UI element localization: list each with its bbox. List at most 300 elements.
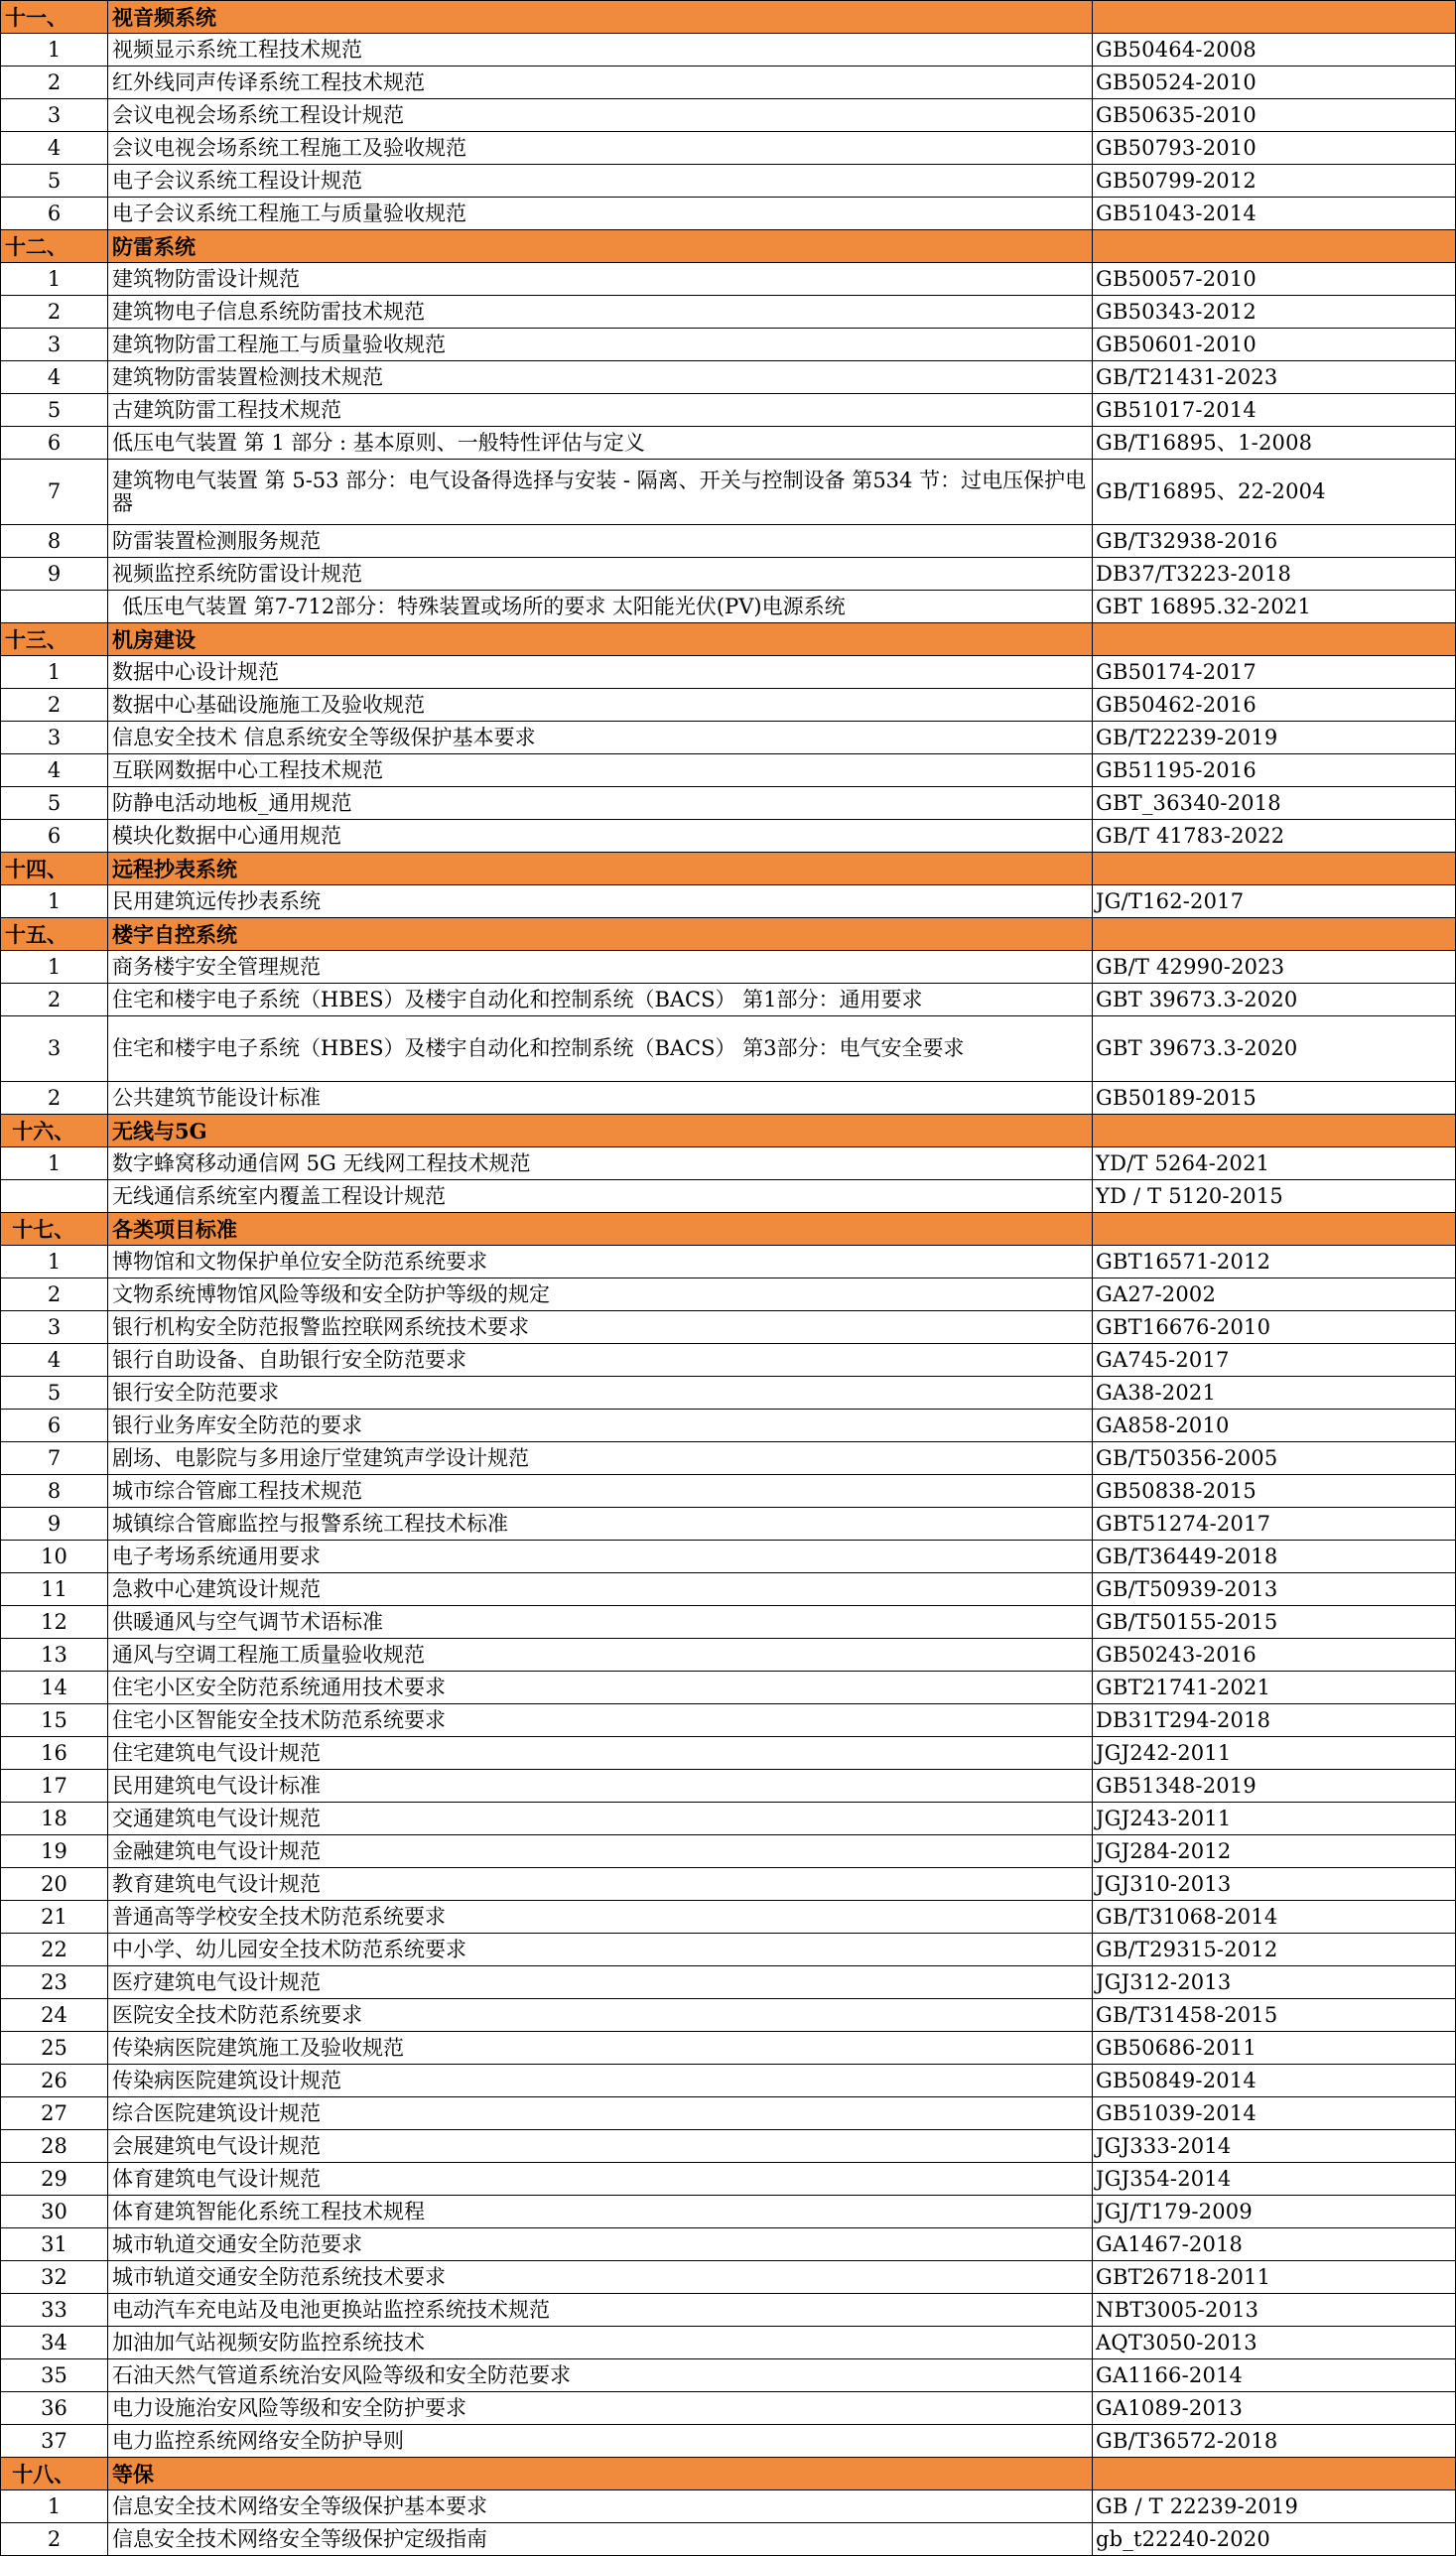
row-number: 2 — [1, 984, 108, 1016]
section-number: 十八、 — [1, 2458, 108, 2490]
standard-name: 供暖通风与空气调节术语标准 — [108, 1606, 1093, 1639]
standard-code: GBT26718-2011 — [1093, 2261, 1456, 2294]
standard-name: 建筑物防雷装置检测技术规范 — [108, 361, 1093, 394]
standard-name: 银行机构安全防范报警监控联网系统技术要求 — [108, 1311, 1093, 1344]
standard-code: GB/T32938-2016 — [1093, 525, 1456, 558]
standard-name: 综合医院建筑设计规范 — [108, 2097, 1093, 2130]
standard-code: GBT_36340-2018 — [1093, 787, 1456, 820]
row-number: 3 — [1, 722, 108, 754]
row-number: 1 — [1, 1246, 108, 1278]
table-row — [1, 1082, 1456, 1115]
section-number: 十一、 — [1, 1, 108, 34]
row-number: 33 — [1, 2294, 108, 2327]
standard-code: GB50601-2010 — [1093, 329, 1456, 361]
table-row — [1, 1770, 1456, 1803]
standard-code: JGJ243-2011 — [1093, 1803, 1456, 1835]
standard-name: 信息安全技术网络安全等级保护基本要求 — [108, 2490, 1093, 2523]
standard-name: 城镇综合管廊监控与报警系统工程技术标准 — [108, 1508, 1093, 1541]
table-row — [1, 2327, 1456, 2359]
standard-name: 石油天然气管道系统治安风险等级和安全防范要求 — [108, 2359, 1093, 2392]
standard-code: GB50686-2011 — [1093, 2032, 1456, 2065]
standard-name: 信息安全技术 信息系统安全等级保护基本要求 — [108, 722, 1093, 754]
table-row — [1, 1410, 1456, 1442]
row-number: 3 — [1, 329, 108, 361]
standard-code: GB50799-2012 — [1093, 165, 1456, 198]
table-row — [1, 2065, 1456, 2097]
section-title: 无线与5G — [108, 1115, 1093, 1147]
standard-code: GA1166-2014 — [1093, 2359, 1456, 2392]
table-row — [1, 329, 1456, 361]
row-number: 36 — [1, 2392, 108, 2425]
row-number: 21 — [1, 1901, 108, 1934]
standard-code: GB50057-2010 — [1093, 263, 1456, 296]
standard-name: 金融建筑电气设计规范 — [108, 1835, 1093, 1868]
table-row — [1, 1180, 1456, 1213]
table-row — [1, 2523, 1456, 2556]
standard-code: NBT3005-2013 — [1093, 2294, 1456, 2327]
standard-name: 公共建筑节能设计标准 — [108, 1082, 1093, 1115]
standard-name: 住宅小区安全防范系统通用技术要求 — [108, 1672, 1093, 1704]
table-row — [1, 1704, 1456, 1737]
standard-name: 医院安全技术防范系统要求 — [108, 1999, 1093, 2032]
row-number: 8 — [1, 1475, 108, 1508]
standard-code: GB / T 22239-2019 — [1093, 2490, 1456, 2523]
standard-name: 古建筑防雷工程技术规范 — [108, 394, 1093, 427]
standard-name: 银行自助设备、自助银行安全防范要求 — [108, 1344, 1093, 1377]
standard-code: AQT3050-2013 — [1093, 2327, 1456, 2359]
row-number: 26 — [1, 2065, 108, 2097]
table-row — [1, 2196, 1456, 2228]
standard-code: GBT 39673.3-2020 — [1093, 984, 1456, 1016]
section-number: 十二、 — [1, 230, 108, 263]
row-number: 6 — [1, 820, 108, 853]
standard-name: 城市轨道交通安全防范要求 — [108, 2228, 1093, 2261]
standard-code: GA27-2002 — [1093, 1278, 1456, 1311]
standard-name: 住宅和楼宇电子系统（HBES）及楼宇自动化和控制系统（BACS） 第3部分：电气安全要求 — [108, 1016, 1093, 1082]
standard-code: GB51017-2014 — [1093, 394, 1456, 427]
section-number: 十四、 — [1, 853, 108, 885]
table-row — [1, 2294, 1456, 2327]
standard-code: GB/T22239-2019 — [1093, 722, 1456, 754]
table-row — [1, 1999, 1456, 2032]
table-row — [1, 1934, 1456, 1966]
standard-name: 会展建筑电气设计规范 — [108, 2130, 1093, 2163]
section-code-cell — [1093, 230, 1456, 263]
standard-code: GB50635-2010 — [1093, 99, 1456, 132]
row-number — [1, 591, 108, 623]
table-row — [1, 99, 1456, 132]
row-number: 5 — [1, 1377, 108, 1410]
row-number: 28 — [1, 2130, 108, 2163]
section-number: 十七、 — [1, 1213, 108, 1246]
row-number: 16 — [1, 1737, 108, 1770]
table-row — [1, 1541, 1456, 1573]
row-number: 4 — [1, 754, 108, 787]
standard-name: 会议电视会场系统工程施工及验收规范 — [108, 132, 1093, 165]
row-number: 11 — [1, 1573, 108, 1606]
standard-name: 交通建筑电气设计规范 — [108, 1803, 1093, 1835]
table-row — [1, 296, 1456, 329]
standard-code: GB50462-2016 — [1093, 689, 1456, 722]
table-row — [1, 1606, 1456, 1639]
row-number: 7 — [1, 460, 108, 525]
row-number: 6 — [1, 198, 108, 230]
table-row — [1, 67, 1456, 99]
standard-name: 防雷装置检测服务规范 — [108, 525, 1093, 558]
table-row — [1, 2163, 1456, 2196]
standard-code: JGJ242-2011 — [1093, 1737, 1456, 1770]
standard-name: 电子会议系统工程设计规范 — [108, 165, 1093, 198]
row-number: 30 — [1, 2196, 108, 2228]
standard-code: GB/T 42990-2023 — [1093, 951, 1456, 984]
row-number: 2 — [1, 67, 108, 99]
section-header-row — [1, 1115, 1456, 1147]
row-number: 24 — [1, 1999, 108, 2032]
standard-name: 互联网数据中心工程技术规范 — [108, 754, 1093, 787]
standard-code: YD/T 5264-2021 — [1093, 1147, 1456, 1180]
standard-code: GB50343-2012 — [1093, 296, 1456, 329]
row-number — [1, 1180, 108, 1213]
table-row — [1, 165, 1456, 198]
row-number: 1 — [1, 951, 108, 984]
standard-name: 建筑物电子信息系统防雷技术规范 — [108, 296, 1093, 329]
table-row — [1, 1573, 1456, 1606]
standard-name: 建筑物防雷设计规范 — [108, 263, 1093, 296]
standard-code: GB50189-2015 — [1093, 1082, 1456, 1115]
table-row — [1, 722, 1456, 754]
standard-code: GB/T16895、22-2004 — [1093, 460, 1456, 525]
row-number: 19 — [1, 1835, 108, 1868]
standard-name: 住宅和楼宇电子系统（HBES）及楼宇自动化和控制系统（BACS） 第1部分：通用要求 — [108, 984, 1093, 1016]
table-row — [1, 1442, 1456, 1475]
section-code-cell — [1093, 853, 1456, 885]
standard-code: gb_t22240-2020 — [1093, 2523, 1456, 2556]
standard-code: GB/T50155-2015 — [1093, 1606, 1456, 1639]
standard-code: GB/T36449-2018 — [1093, 1541, 1456, 1573]
standard-name: 电力监控系统网络安全防护导则 — [108, 2425, 1093, 2458]
section-header-row — [1, 2458, 1456, 2490]
standard-name: 视频显示系统工程技术规范 — [108, 34, 1093, 67]
standard-code: GB/T16895、1-2008 — [1093, 427, 1456, 460]
standard-code: GBT16571-2012 — [1093, 1246, 1456, 1278]
standard-code: GB/T36572-2018 — [1093, 2425, 1456, 2458]
table-row — [1, 689, 1456, 722]
standard-name: 城市轨道交通安全防范系统技术要求 — [108, 2261, 1093, 2294]
row-number: 9 — [1, 558, 108, 591]
table-row — [1, 1508, 1456, 1541]
row-number: 4 — [1, 132, 108, 165]
table-row — [1, 1639, 1456, 1672]
standard-name: 民用建筑远传抄表系统 — [108, 885, 1093, 918]
row-number: 22 — [1, 1934, 108, 1966]
standard-name: 体育建筑智能化系统工程技术规程 — [108, 2196, 1093, 2228]
standard-name: 传染病医院建筑施工及验收规范 — [108, 2032, 1093, 2065]
row-number: 9 — [1, 1508, 108, 1541]
standard-code: JGJ354-2014 — [1093, 2163, 1456, 2196]
section-header-row — [1, 1213, 1456, 1246]
row-number: 27 — [1, 2097, 108, 2130]
section-code-cell — [1093, 918, 1456, 951]
table-row — [1, 460, 1456, 525]
row-number: 3 — [1, 1016, 108, 1082]
standard-name: 建筑物电气装置 第 5-53 部分：电气设备得选择与安装 - 隔离、开关与控制设备 第534 节：过电压保护电器 — [108, 460, 1093, 525]
table-row — [1, 1475, 1456, 1508]
standard-name: 电力设施治安风险等级和安全防护要求 — [108, 2392, 1093, 2425]
standard-name: 城市综合管廊工程技术规范 — [108, 1475, 1093, 1508]
row-number: 5 — [1, 787, 108, 820]
row-number: 1 — [1, 34, 108, 67]
standard-code: DB31T294-2018 — [1093, 1704, 1456, 1737]
row-number: 7 — [1, 1442, 108, 1475]
section-title: 等保 — [108, 2458, 1093, 2490]
table-row — [1, 1966, 1456, 1999]
section-title: 楼宇自控系统 — [108, 918, 1093, 951]
table-row — [1, 885, 1456, 918]
section-title: 各类项目标准 — [108, 1213, 1093, 1246]
section-title: 远程抄表系统 — [108, 853, 1093, 885]
standard-code: JGJ284-2012 — [1093, 1835, 1456, 1868]
standard-code: GB50174-2017 — [1093, 656, 1456, 689]
standard-code: GBT51274-2017 — [1093, 1508, 1456, 1541]
standard-name: 住宅建筑电气设计规范 — [108, 1737, 1093, 1770]
standard-code: GB/T 41783-2022 — [1093, 820, 1456, 853]
table-row — [1, 984, 1456, 1016]
standard-name: 无线通信系统室内覆盖工程设计规范 — [108, 1180, 1093, 1213]
table-row — [1, 2392, 1456, 2425]
standard-name: 住宅小区智能安全技术防范系统要求 — [108, 1704, 1093, 1737]
standard-name: 中小学、幼儿园安全技术防范系统要求 — [108, 1934, 1093, 1966]
standard-code: GA1467-2018 — [1093, 2228, 1456, 2261]
section-header-row — [1, 853, 1456, 885]
section-code-cell — [1093, 1115, 1456, 1147]
section-title: 机房建设 — [108, 623, 1093, 656]
standard-code: GB51039-2014 — [1093, 2097, 1456, 2130]
standard-code: GB50838-2015 — [1093, 1475, 1456, 1508]
standard-name: 博物馆和文物保护单位安全防范系统要求 — [108, 1246, 1093, 1278]
table-row — [1, 1344, 1456, 1377]
table-row — [1, 2261, 1456, 2294]
standard-code: GB/T31458-2015 — [1093, 1999, 1456, 2032]
standard-code: GB51195-2016 — [1093, 754, 1456, 787]
row-number: 5 — [1, 394, 108, 427]
standard-name: 会议电视会场系统工程设计规范 — [108, 99, 1093, 132]
standard-name: 红外线同声传译系统工程技术规范 — [108, 67, 1093, 99]
row-number: 2 — [1, 689, 108, 722]
standard-code: JGJ310-2013 — [1093, 1868, 1456, 1901]
table-row — [1, 1901, 1456, 1934]
table-row — [1, 591, 1456, 623]
standard-code: DB37/T3223-2018 — [1093, 558, 1456, 591]
row-number: 2 — [1, 1278, 108, 1311]
standard-name: 数据中心基础设施施工及验收规范 — [108, 689, 1093, 722]
standards-table-body — [1, 1, 1456, 2556]
table-row — [1, 2359, 1456, 2392]
standard-code: JGJ312-2013 — [1093, 1966, 1456, 1999]
table-row — [1, 2032, 1456, 2065]
row-number: 34 — [1, 2327, 108, 2359]
standard-code: GB/T50356-2005 — [1093, 1442, 1456, 1475]
section-title: 防雷系统 — [108, 230, 1093, 263]
standard-name: 模块化数据中心通用规范 — [108, 820, 1093, 853]
row-number: 6 — [1, 427, 108, 460]
row-number: 3 — [1, 99, 108, 132]
section-number: 十五、 — [1, 918, 108, 951]
row-number: 29 — [1, 2163, 108, 2196]
section-title: 视音频系统 — [108, 1, 1093, 34]
standard-code: GB/T29315-2012 — [1093, 1934, 1456, 1966]
table-row — [1, 951, 1456, 984]
standard-code: YD / T 5120-2015 — [1093, 1180, 1456, 1213]
standard-name: 数字蜂窝移动通信网 5G 无线网工程技术规范 — [108, 1147, 1093, 1180]
table-row — [1, 427, 1456, 460]
standard-code: GBT21741-2021 — [1093, 1672, 1456, 1704]
section-number: 十三、 — [1, 623, 108, 656]
table-row — [1, 1672, 1456, 1704]
standard-name: 剧场、电影院与多用途厅堂建筑声学设计规范 — [108, 1442, 1093, 1475]
standard-name: 视频监控系统防雷设计规范 — [108, 558, 1093, 591]
standard-code: GB50793-2010 — [1093, 132, 1456, 165]
row-number: 2 — [1, 1082, 108, 1115]
table-row — [1, 1311, 1456, 1344]
table-row — [1, 198, 1456, 230]
standard-code: GB/T31068-2014 — [1093, 1901, 1456, 1934]
standard-code: GB50849-2014 — [1093, 2065, 1456, 2097]
table-row — [1, 787, 1456, 820]
standard-name: 低压电气装置 第7-712部分：特殊装置或场所的要求 太阳能光伏(PV)电源系统 — [108, 591, 1093, 623]
standard-code: GBT 39673.3-2020 — [1093, 1016, 1456, 1082]
row-number: 37 — [1, 2425, 108, 2458]
row-number: 1 — [1, 656, 108, 689]
row-number: 4 — [1, 1344, 108, 1377]
standard-code: JGJ333-2014 — [1093, 2130, 1456, 2163]
row-number: 32 — [1, 2261, 108, 2294]
standard-name: 防静电活动地板_通用规范 — [108, 787, 1093, 820]
table-row — [1, 2097, 1456, 2130]
table-row — [1, 132, 1456, 165]
table-row — [1, 34, 1456, 67]
standard-name: 银行业务库安全防范的要求 — [108, 1410, 1093, 1442]
row-number: 18 — [1, 1803, 108, 1835]
section-header-row — [1, 623, 1456, 656]
row-number: 23 — [1, 1966, 108, 1999]
row-number: 20 — [1, 1868, 108, 1901]
standard-name: 医疗建筑电气设计规范 — [108, 1966, 1093, 1999]
standard-name: 文物系统博物馆风险等级和安全防护等级的规定 — [108, 1278, 1093, 1311]
standard-name: 数据中心设计规范 — [108, 656, 1093, 689]
standard-name: 加油加气站视频安防监控系统技术 — [108, 2327, 1093, 2359]
table-row — [1, 656, 1456, 689]
standard-name: 建筑物防雷工程施工与质量验收规范 — [108, 329, 1093, 361]
row-number: 14 — [1, 1672, 108, 1704]
standard-name: 电动汽车充电站及电池更换站监控系统技术规范 — [108, 2294, 1093, 2327]
row-number: 2 — [1, 2523, 108, 2556]
row-number: 25 — [1, 2032, 108, 2065]
standard-code: GB50524-2010 — [1093, 67, 1456, 99]
row-number: 4 — [1, 361, 108, 394]
standard-name: 信息安全技术网络安全等级保护定级指南 — [108, 2523, 1093, 2556]
table-row — [1, 1246, 1456, 1278]
row-number: 1 — [1, 2490, 108, 2523]
table-row — [1, 361, 1456, 394]
section-header-row — [1, 1, 1456, 34]
table-row — [1, 394, 1456, 427]
row-number: 1 — [1, 1147, 108, 1180]
standard-name: 电子考场系统通用要求 — [108, 1541, 1093, 1573]
table-row — [1, 558, 1456, 591]
table-row — [1, 820, 1456, 853]
section-number: 十六、 — [1, 1115, 108, 1147]
standard-name: 民用建筑电气设计标准 — [108, 1770, 1093, 1803]
section-code-cell — [1093, 1213, 1456, 1246]
table-row — [1, 1868, 1456, 1901]
table-row — [1, 1377, 1456, 1410]
standard-code: GA38-2021 — [1093, 1377, 1456, 1410]
standard-name: 银行安全防范要求 — [108, 1377, 1093, 1410]
standard-code: GA858-2010 — [1093, 1410, 1456, 1442]
standard-code: GA1089-2013 — [1093, 2392, 1456, 2425]
table-row — [1, 263, 1456, 296]
row-number: 35 — [1, 2359, 108, 2392]
row-number: 1 — [1, 263, 108, 296]
standard-code: GB50464-2008 — [1093, 34, 1456, 67]
row-number: 15 — [1, 1704, 108, 1737]
section-code-cell — [1093, 623, 1456, 656]
standard-code: GB51043-2014 — [1093, 198, 1456, 230]
standard-code: GB/T21431-2023 — [1093, 361, 1456, 394]
row-number: 2 — [1, 296, 108, 329]
standard-code: GB/T50939-2013 — [1093, 1573, 1456, 1606]
standard-code: GA745-2017 — [1093, 1344, 1456, 1377]
section-header-row — [1, 918, 1456, 951]
table-row — [1, 1147, 1456, 1180]
row-number: 5 — [1, 165, 108, 198]
standard-name: 低压电气装置 第 1 部分 : 基本原则、一般特性评估与定义 — [108, 427, 1093, 460]
table-row — [1, 1278, 1456, 1311]
row-number: 12 — [1, 1606, 108, 1639]
table-row — [1, 2228, 1456, 2261]
row-number: 17 — [1, 1770, 108, 1803]
row-number: 6 — [1, 1410, 108, 1442]
section-header-row — [1, 230, 1456, 263]
standard-name: 普通高等学校安全技术防范系统要求 — [108, 1901, 1093, 1934]
standard-code: GB51348-2019 — [1093, 1770, 1456, 1803]
standard-code: GB50243-2016 — [1093, 1639, 1456, 1672]
table-row — [1, 2425, 1456, 2458]
table-row — [1, 1737, 1456, 1770]
row-number: 1 — [1, 885, 108, 918]
table-row — [1, 2130, 1456, 2163]
table-row — [1, 525, 1456, 558]
table-row — [1, 2490, 1456, 2523]
standard-code: GBT 16895.32-2021 — [1093, 591, 1456, 623]
table-row — [1, 1016, 1456, 1082]
standard-code: JGJ/T179-2009 — [1093, 2196, 1456, 2228]
table-row — [1, 1835, 1456, 1868]
section-code-cell — [1093, 1, 1456, 34]
table-row — [1, 1803, 1456, 1835]
standard-name: 商务楼宇安全管理规范 — [108, 951, 1093, 984]
row-number: 10 — [1, 1541, 108, 1573]
standard-code: JG/T162-2017 — [1093, 885, 1456, 918]
standard-name: 电子会议系统工程施工与质量验收规范 — [108, 198, 1093, 230]
standard-code: GBT16676-2010 — [1093, 1311, 1456, 1344]
row-number: 13 — [1, 1639, 108, 1672]
row-number: 8 — [1, 525, 108, 558]
standard-name: 体育建筑电气设计规范 — [108, 2163, 1093, 2196]
section-code-cell — [1093, 2458, 1456, 2490]
row-number: 3 — [1, 1311, 108, 1344]
standard-name: 通风与空调工程施工质量验收规范 — [108, 1639, 1093, 1672]
